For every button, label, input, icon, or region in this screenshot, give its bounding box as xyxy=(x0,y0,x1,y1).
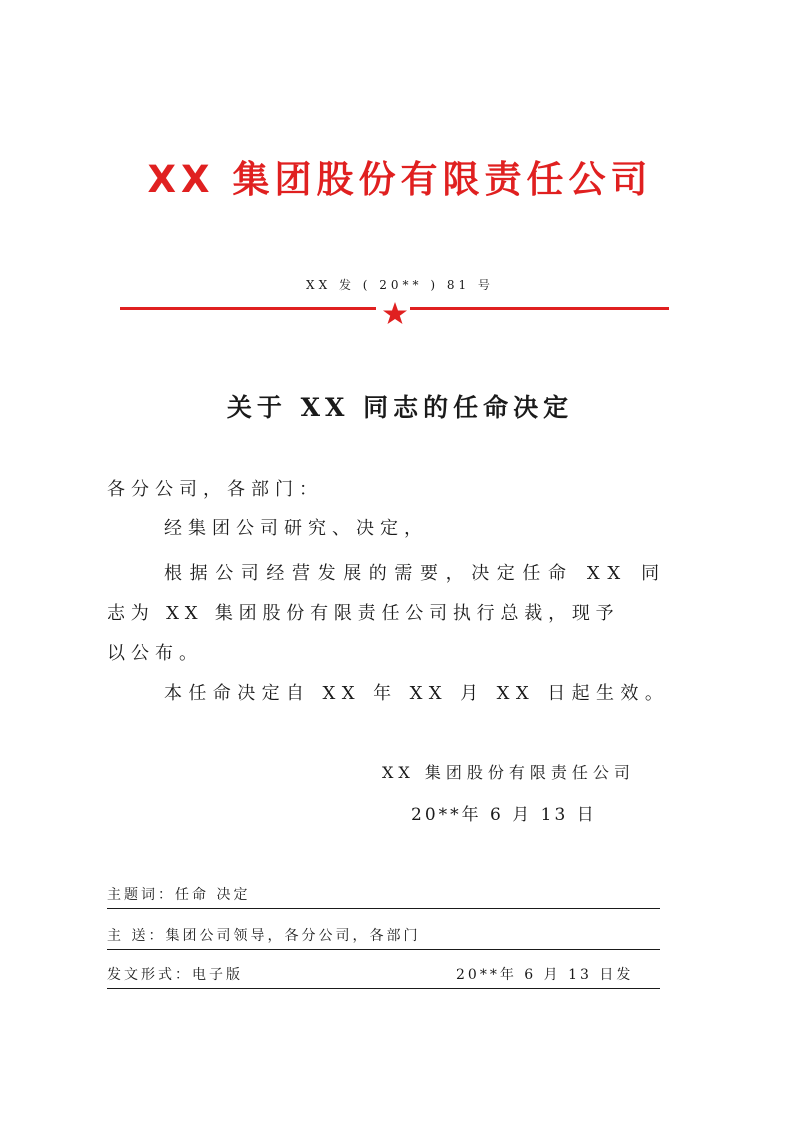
body-paragraph-line: 根据公司经营发展的需要，决定任命 XX 同 xyxy=(164,563,667,584)
footer-send-to: 主 送：集团公司领导，各分公司，各部门 xyxy=(107,928,421,944)
organization-title: XX 集团股份有限责任公司 xyxy=(147,158,653,201)
star-shape xyxy=(383,302,407,324)
footer-format: 发文形式：电子版 xyxy=(107,967,243,983)
red-divider-right xyxy=(410,307,669,310)
signature-company: XX 集团股份有限责任公司 xyxy=(382,763,635,782)
footer-issue-date: 20**年 6 月 13 日发 xyxy=(456,967,634,983)
footer-send-to-row xyxy=(107,925,660,950)
star-icon xyxy=(382,301,408,325)
red-divider-left xyxy=(120,307,376,310)
document-number: XX 发 ( 20** ) 81 号 xyxy=(306,278,494,292)
body-paragraph-line: 志为 XX 集团股份有限责任公司执行总裁，现予 xyxy=(107,603,620,624)
signature-date: 20**年 6 月 13 日 xyxy=(411,805,597,825)
body-paragraph-line: 经集团公司研究、决定， xyxy=(164,518,428,539)
footer-keywords-row xyxy=(107,884,660,909)
body-paragraph-line: 本任命决定自 XX 年 XX 月 XX 日起生效。 xyxy=(164,683,670,704)
footer-format-row xyxy=(107,964,660,989)
footer-keywords: 主题词：任命 决定 xyxy=(107,887,251,903)
addressee-line: 各分公司，各部门： xyxy=(107,479,323,500)
body-paragraph-line: 以公布。 xyxy=(107,643,203,664)
document-title: 关于 XX 同志的任命决定 xyxy=(226,393,574,422)
